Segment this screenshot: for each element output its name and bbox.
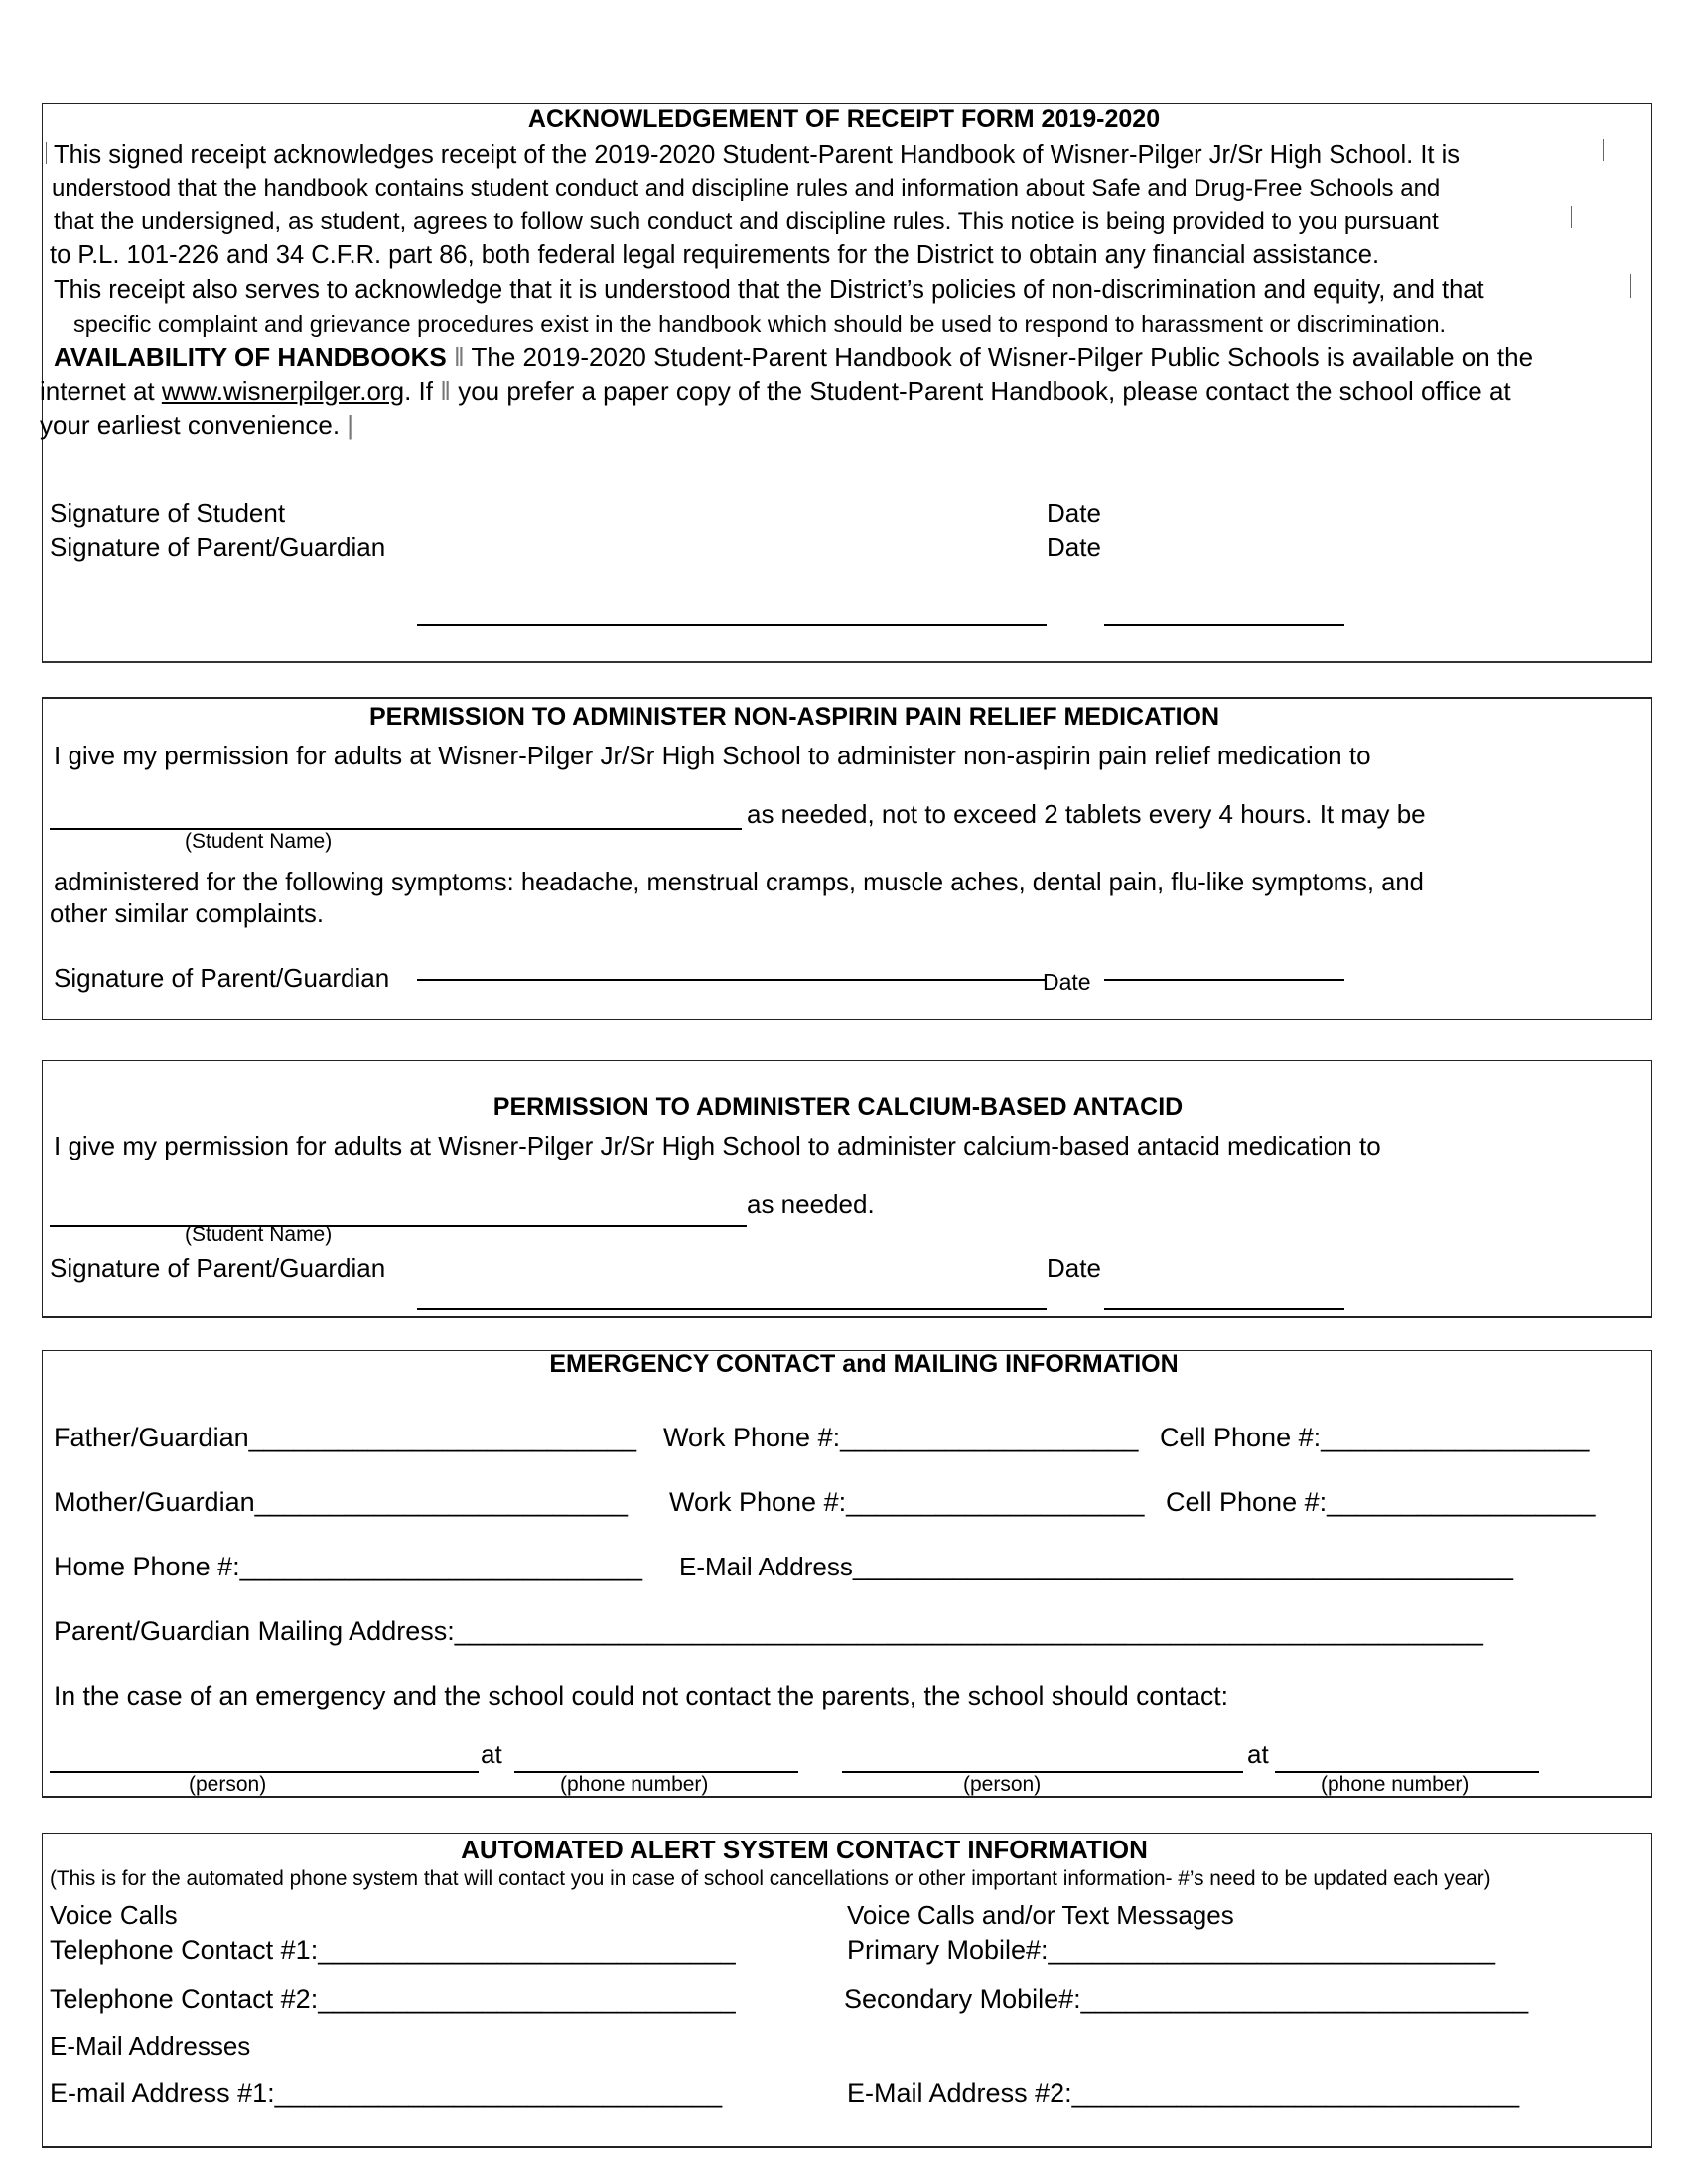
antacid-line-1: I give my permission for adults at Wisner-Pilger Jr/Sr High School to administer calcium-based antacid medication to	[54, 1131, 1381, 1160]
divider-mark	[1571, 206, 1572, 228]
student-name-label: (Student Name)	[185, 830, 333, 853]
date-label: Date	[1047, 532, 1101, 562]
person-label: (person)	[963, 1773, 1042, 1796]
date-line[interactable]	[1104, 624, 1344, 626]
divider-mark	[46, 142, 47, 164]
sig-parent-label: Signature of Parent/Guardian	[50, 1253, 386, 1283]
pain-line-3: administered for the following symptoms: headache, menstrual cramps, muscle aches, dental pain, flu-like symptoms, and	[54, 869, 1424, 896]
receipt-title: ACKNOWLEDGEMENT OF RECEIPT FORM 2019-2020	[527, 105, 1161, 133]
availability-text: you prefer a paper copy of the Student-Parent Handbook, please contact the school office at	[458, 376, 1511, 406]
availability-text: internet at	[40, 376, 162, 406]
student-name-line[interactable]	[50, 1225, 747, 1227]
handbook-link[interactable]: www.wisnerpilger.org	[161, 376, 405, 406]
phone-number-label: (phone number)	[560, 1773, 709, 1796]
availability-line-2	[40, 376, 1511, 406]
availability-line-1	[54, 342, 1533, 372]
receipt-line-3: that the undersigned, as student, agrees to follow such conduct and discipline rules. This notice is being provided to you pursuant	[54, 208, 1439, 235]
divider-mark: ‖	[440, 376, 451, 406]
mother-guardian-field[interactable]: Mother/Guardian_________________________	[54, 1487, 629, 1517]
divider-mark: |	[347, 410, 354, 440]
antacid-title: PERMISSION TO ADMINISTER CALCIUM-BASED ANTACID	[492, 1093, 1184, 1121]
father-cell-phone-field[interactable]: Cell Phone #:__________________	[1160, 1423, 1590, 1452]
availability-heading: AVAILABILITY OF HANDBOOKS	[54, 342, 447, 372]
at-label: at	[1247, 1739, 1269, 1769]
phone-number-label: (phone number)	[1321, 1773, 1470, 1796]
mother-cell-phone-field[interactable]: Cell Phone #:__________________	[1166, 1487, 1596, 1517]
receipt-line-1: This signed receipt acknowledges receipt of the 2019-2020 Student-Parent Handbook of Wisner-Pilger Jr/Sr High School. It is	[54, 141, 1460, 169]
sig-parent-label: Signature of Parent/Guardian	[50, 532, 386, 562]
signature-line[interactable]	[417, 979, 1047, 981]
pain-line-2: as needed, not to exceed 2 tablets every 4 hours. It may be	[747, 799, 1426, 829]
email-address-field[interactable]: E-Mail Address______________________________________________	[679, 1552, 1513, 1581]
email-addresses-heading: E-Mail Addresses	[50, 2031, 251, 2061]
emergency-contact-note: In the case of an emergency and the school could not contact the parents, the school should contact:	[54, 1681, 1228, 1710]
date-label: Date	[1047, 1253, 1101, 1283]
divider-mark	[1630, 274, 1631, 298]
date-line[interactable]	[1104, 1308, 1344, 1310]
student-name-label: (Student Name)	[185, 1223, 333, 1246]
alert-note: (This is for the automated phone system that will contact you in case of school cancellations or other important information- #’s need to be updated each year)	[50, 1867, 1491, 1890]
home-phone-field[interactable]: Home Phone #:___________________________	[54, 1552, 643, 1581]
pain-title: PERMISSION TO ADMINISTER NON-ASPIRIN PAIN RELIEF MEDICATION	[368, 703, 1220, 731]
receipt-line-6: specific complaint and grievance procedures exist in the handbook which should be used to respond to harassment or discrimination.	[73, 311, 1447, 337]
emergency-title: EMERGENCY CONTACT and MAILING INFORMATION	[549, 1350, 1179, 1378]
sig-parent-label: Signature of Parent/Guardian	[54, 963, 390, 993]
sig-student-label: Signature of Student	[50, 498, 286, 528]
date-label: Date	[1047, 498, 1101, 528]
at-label: at	[481, 1739, 502, 1769]
pain-line-4: other similar complaints.	[50, 900, 324, 928]
date-label: Date	[1043, 969, 1091, 995]
pain-line-1: I give my permission for adults at Wisner-Pilger Jr/Sr High School to administer non-aspirin pain relief medication to	[54, 741, 1371, 770]
receipt-line-4: to P.L. 101-226 and 34 C.F.R. part 86, both federal legal requirements for the District to obtain any financial assistance.	[50, 241, 1380, 269]
signature-line[interactable]	[417, 624, 1047, 626]
date-line[interactable]	[1104, 979, 1344, 981]
antacid-line-2: as needed.	[747, 1189, 875, 1219]
email-address-1-field[interactable]: E-mail Address #1:______________________________	[50, 2078, 723, 2108]
secondary-mobile-field[interactable]: Secondary Mobile#:______________________________	[844, 1984, 1529, 2014]
telephone-contact-1-field[interactable]: Telephone Contact #1:____________________________	[50, 1935, 736, 1965]
mailing-address-field[interactable]: Parent/Guardian Mailing Address:_____________________________________________________________________	[54, 1616, 1483, 1646]
signature-line[interactable]	[417, 1308, 1047, 1310]
availability-text: your earliest convenience.	[40, 410, 341, 440]
email-address-2-field[interactable]: E-Mail Address #2:______________________________	[847, 2078, 1520, 2108]
alert-title: AUTOMATED ALERT SYSTEM CONTACT INFORMATION	[461, 1835, 1148, 1864]
receipt-line-5: This receipt also serves to acknowledge that it is understood that the District’s policies of non-discrimination and equity, and that	[54, 276, 1484, 304]
father-work-phone-field[interactable]: Work Phone #:____________________	[663, 1423, 1139, 1452]
mother-work-phone-field[interactable]: Work Phone #:____________________	[669, 1487, 1145, 1517]
availability-text: . If	[404, 376, 433, 406]
voice-text-heading: Voice Calls and/or Text Messages	[847, 1900, 1234, 1930]
divider-mark	[1603, 139, 1604, 161]
availability-text: The 2019-2020 Student-Parent Handbook of Wisner-Pilger Public Schools is available on the	[471, 342, 1534, 372]
telephone-contact-2-field[interactable]: Telephone Contact #2:____________________________	[50, 1984, 736, 2014]
student-name-line[interactable]	[50, 828, 742, 830]
voice-calls-heading: Voice Calls	[50, 1900, 178, 1930]
person-line[interactable]	[842, 1771, 1243, 1773]
receipt-line-2: understood that the handbook contains student conduct and discipline rules and information about Safe and Drug-Free Schools and	[52, 175, 1441, 202]
father-guardian-field[interactable]: Father/Guardian__________________________	[54, 1423, 637, 1452]
availability-line-3	[40, 410, 353, 440]
person-label: (person)	[189, 1773, 267, 1796]
divider-mark: ‖	[454, 342, 465, 372]
primary-mobile-field[interactable]: Primary Mobile#:______________________________	[847, 1935, 1496, 1965]
